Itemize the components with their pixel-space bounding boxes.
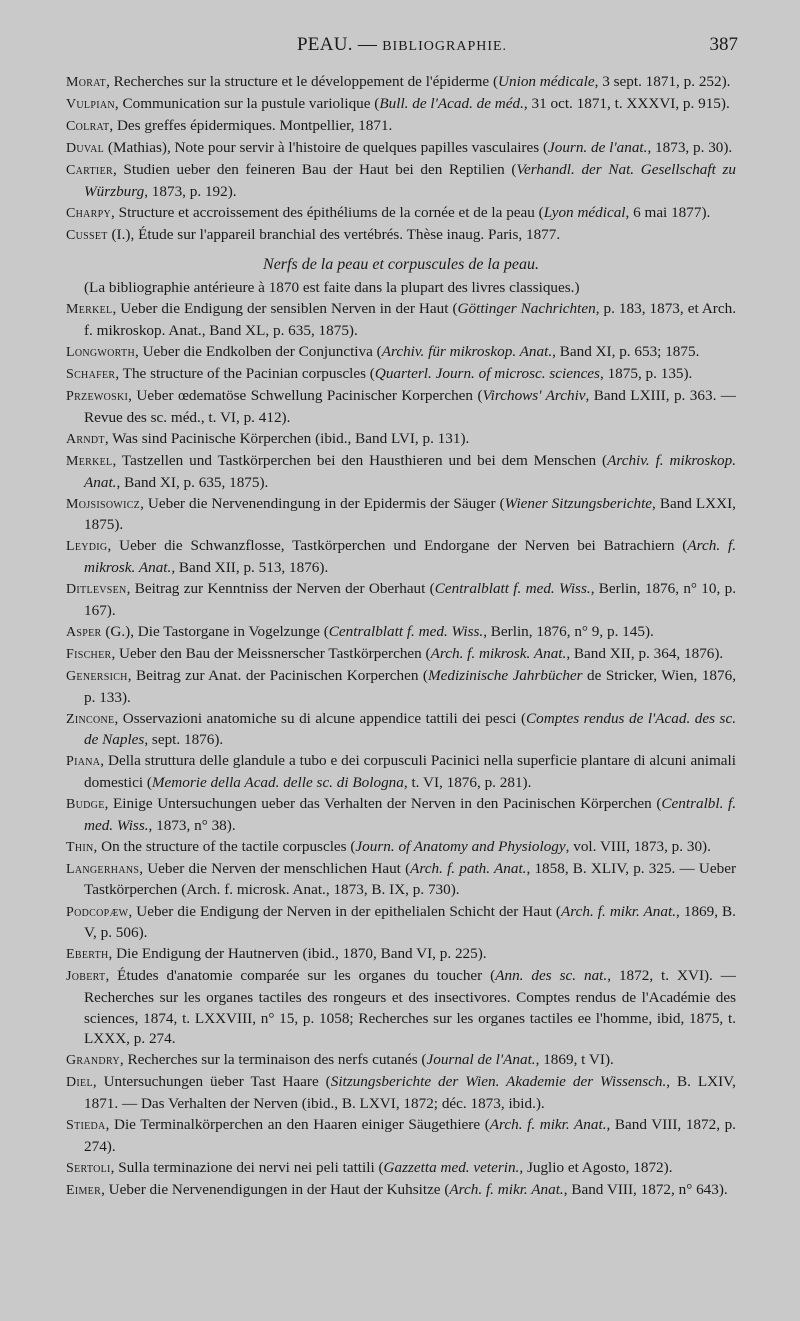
entry-author: Morat xyxy=(66,75,107,90)
entry-source: Comptes rendus de l'Acad. des sc. de Naples xyxy=(84,709,737,749)
bibliography-entry xyxy=(66,579,736,621)
header-subtitle: BIBLIOGRAPHIE. xyxy=(382,39,508,54)
entry-text: , Ueber die Endigung der sensiblen Nerven in der Haut ( xyxy=(112,300,458,318)
header-title xyxy=(64,34,740,56)
entry-author: Budge xyxy=(66,797,105,813)
entry-text: , Études d'anatomie comparée sur les organes du toucher ( xyxy=(105,967,496,985)
bibliography-entry xyxy=(66,644,736,666)
bibliography-entry xyxy=(66,494,736,536)
bibliography-entry xyxy=(66,837,736,859)
entry-text: , Ueber den Bau der Meissnerscher Tastkörperchen ( xyxy=(111,644,431,662)
bibliography-entry xyxy=(66,1072,736,1114)
entry-source: Arch. f. path. Anat. xyxy=(410,859,527,877)
section-note: (La bibliographie antérieure à 1870 est faite dans la plupart des livres classiques.) xyxy=(84,279,580,297)
bibliography-entry xyxy=(66,203,736,225)
bibliography-entry xyxy=(66,966,736,1049)
entry-source: Ann. des sc. nat. xyxy=(495,967,608,985)
entry-author: Duval xyxy=(66,141,105,157)
bibliography-entry xyxy=(66,299,736,341)
entry-tail: , t. VI, 1876, p. 281). xyxy=(403,774,532,791)
bibliography-entry xyxy=(66,536,736,578)
entry-author: Zincone xyxy=(66,711,115,727)
entry-text: (G.), Die Tastorgane in Vogelzunge ( xyxy=(101,622,329,640)
entry-source: Medizinische Jahrbücher xyxy=(427,667,583,685)
entry-source: Centralblatt f. med. Wiss. xyxy=(434,580,591,598)
entry-author: Colrat xyxy=(66,119,110,135)
entry-source: Wiener Sitzungsberichte xyxy=(504,494,653,512)
bibliography-entry xyxy=(66,94,736,116)
entry-text: , Was sind Pacinische Körperchen (ibid., Band LVI, p. 131). xyxy=(104,430,470,447)
section-title: Nerfs de la peau et corpuscules de la peau. xyxy=(263,255,539,273)
entry-source: Lyon médical xyxy=(543,204,626,222)
entry-source: Quarterl. Journ. of microsc. sciences xyxy=(374,365,600,383)
entry-author: Thin xyxy=(66,839,94,855)
entry-text: , Recherches sur la structure et le développement de l'épiderme ( xyxy=(106,73,499,90)
bibliography-entry xyxy=(66,160,736,202)
entry-tail: , 6 mai 1877). xyxy=(625,204,711,222)
entry-text: , Sulla terminazione dei nervi nei peli tattili ( xyxy=(110,1158,384,1176)
entry-author: Arndt xyxy=(66,432,105,447)
entry-source: Bull. de l'Acad. de méd. xyxy=(379,95,524,113)
entry-tail: , Band VIII, 1872, n° 643). xyxy=(563,1180,728,1198)
bibliography-entry xyxy=(66,138,736,160)
entry-text: , Ueber die Nervenendigungen in der Haut der Kuhsitze ( xyxy=(101,1180,450,1198)
entry-tail: , Band LXIII, p. 363. — Revue des sc. méd., t. VI, p. 412). xyxy=(84,387,736,426)
entry-tail: , sept. 1876). xyxy=(144,731,224,749)
entry-source: Arch. f. mikr. Anat. xyxy=(489,1116,607,1133)
entry-text: , Recherches sur la terminaison des nerfs cutanés ( xyxy=(119,1051,427,1069)
entry-author: Grandry xyxy=(66,1053,120,1069)
entry-source: Verhandl. der Nat. Gesellschaft zu Würzburg xyxy=(84,161,736,200)
entry-tail: , 1858, B. XLIV, p. 325. — Ueber Tastkörperchen (Arch. f. microsk. Anat., 1873, B. IX, p. 730). xyxy=(84,859,737,899)
entry-source: Arch. f. mikr. Anat. xyxy=(560,902,677,920)
entry-source: Arch. f. mikr. Anat. xyxy=(449,1180,564,1198)
page-number: 387 xyxy=(709,34,738,55)
entry-text: , Ueber die Nervenendingung in der Epidermis der Säuger ( xyxy=(140,494,505,512)
bibliography-entry xyxy=(66,902,736,944)
entry-author: Piana xyxy=(66,754,101,770)
entry-tail: , Band XI, p. 635, 1875). xyxy=(116,473,269,491)
running-header xyxy=(64,34,740,64)
entry-author: Merkel xyxy=(66,302,113,318)
entry-source: Journal de l'Anat. xyxy=(426,1051,536,1069)
entry-text: , Ueber die Endkolben der Conjunctiva ( xyxy=(134,343,382,361)
bibliography-entry xyxy=(66,622,736,644)
entry-tail: , 1873, n° 38). xyxy=(148,816,236,834)
entry-text: , Untersuchungen üeber Tast Haare ( xyxy=(92,1073,331,1091)
bibliography-entry xyxy=(66,1180,736,1202)
entry-text: , Tastzellen und Tastkörperchen bei den Hausthieren und bei dem Menschen ( xyxy=(112,452,608,470)
entry-author: Cusset xyxy=(66,228,108,244)
entry-author: Podcopæw xyxy=(66,904,129,920)
bibliography-entry xyxy=(66,72,736,94)
entry-text: , Einige Untersuchungen ueber das Verhalten der Nerven in den Pacinischen Körperchen ( xyxy=(104,795,662,813)
entry-source: Arch. f. mikrosk. Anat. xyxy=(430,644,567,662)
bibliography-entry xyxy=(66,944,736,966)
entry-author: Genersich xyxy=(66,669,128,685)
entry-source: Centralbl. f. med. Wiss. xyxy=(84,795,736,834)
entry-author: Leydig xyxy=(66,539,108,555)
entry-tail: , 1873, p. 30). xyxy=(647,139,733,157)
entry-author: Stieda xyxy=(66,1118,106,1133)
entry-tail: , Juglio et Agosto, 1872). xyxy=(519,1158,673,1176)
entry-text: , Della struttura delle glandule a tubo e dei corpusculi Pacinici nella superficie plantare di alcuni animali domestici ( xyxy=(84,752,736,791)
entry-text: , Studien ueber den feineren Bau der Haut bei den Reptilien ( xyxy=(112,161,517,179)
entry-author: Longworth xyxy=(66,345,135,361)
entry-text: , Die Endigung der Hautnerven (ibid., 1870, Band VI, p. 225). xyxy=(108,945,487,963)
entry-source: Archiv. f. mikroskop. Anat. xyxy=(84,452,737,491)
bibliography-entry xyxy=(66,342,736,364)
entry-tail: , Berlin, 1876, n° 9, p. 145). xyxy=(483,622,654,640)
entry-text: (I.), Étude sur l'appareil branchial des vertébrés. Thèse inaug. Paris, 1877. xyxy=(107,226,561,244)
entry-author: Ditlevsen xyxy=(66,582,127,598)
entry-source: Journ. of Anatomy and Physiology xyxy=(355,837,566,855)
entry-author: Charpy xyxy=(66,206,112,222)
entry-text: , On the structure of the tactile corpuscles ( xyxy=(93,837,356,855)
bibliography-list-nerves xyxy=(66,299,736,1201)
entry-tail: , 1873, p. 192). xyxy=(144,182,237,200)
entry-source: Archiv. für mikroskop. Anat. xyxy=(381,343,553,361)
bibliography-entry xyxy=(66,794,736,836)
entry-tail: , Band XI, p. 653; 1875. xyxy=(552,343,700,361)
entry-author: Fischer xyxy=(66,646,112,662)
entry-tail: , Band LXXI, 1875). xyxy=(84,494,736,534)
bibliography-entry xyxy=(66,859,736,901)
entry-author: Asper xyxy=(66,624,102,640)
entry-tail: , 3 sept. 1871, p. 252). xyxy=(594,73,731,90)
entry-source: Union médicale xyxy=(498,73,595,90)
entry-text: , Beitrag zur Kenntniss der Nerven der Oberhaut ( xyxy=(126,580,435,598)
entry-author: Merkel xyxy=(66,454,113,470)
entry-author: Przewoski xyxy=(66,389,129,405)
entry-source: Centralblatt f. med. Wiss. xyxy=(328,622,484,640)
bibliography-entry xyxy=(66,666,736,708)
bibliography-entry xyxy=(66,225,736,247)
entry-text: , Ueber œdematöse Schwellung Pacinischer Korperchen ( xyxy=(128,387,483,405)
entry-source: Sitzungsberichte der Wien. Akademie der Wissensch. xyxy=(330,1073,667,1091)
entry-text: , Ueber die Nerven der menschlichen Haut ( xyxy=(139,859,411,877)
bibliography-entry xyxy=(66,1115,736,1157)
entry-author: Vulpian xyxy=(66,97,115,113)
bibliography-entry xyxy=(66,364,736,386)
entry-author: Cartier xyxy=(66,163,113,179)
bibliography-entry xyxy=(66,1158,736,1180)
entry-tail: , Berlin, 1876, n° 10, p. 167). xyxy=(84,580,736,619)
entry-author: Schafer xyxy=(66,367,116,383)
entry-source: Arch. f. mikrosk. Anat. xyxy=(84,537,736,577)
entry-tail: , Band VIII, 1872, p. 274). xyxy=(84,1116,736,1155)
bibliography-entry xyxy=(66,1050,736,1072)
entry-source: Gazzetta med. veterin. xyxy=(383,1158,520,1176)
entry-text: , Ueber die Endigung der Nerven in der epithelialen Schicht der Haut ( xyxy=(128,902,561,920)
entry-author: Sertoli xyxy=(66,1160,111,1176)
entry-source: Memorie della Acad. delle sc. di Bologna xyxy=(151,774,404,791)
entry-author: Eberth xyxy=(66,947,109,963)
entry-tail: de Stricker, Wien, 1876, p. 133). xyxy=(84,667,736,706)
entry-tail: , 1875, p. 135). xyxy=(599,365,693,383)
entry-source: Virchows' Archiv xyxy=(482,387,586,405)
entry-tail: , p. 183, 1873, et Arch. f. mikroskop. Anat., Band XL, p. 635, 1875). xyxy=(84,300,736,340)
entry-tail: , 1872, t. XVI). — Recherches sur les organes tactiles des rongeurs et des insectivores. Comptes rendus de l'Académie des sciences, 1874, t. LXXVIII, n° 15, p. 1058; Recherches sur les organes tactiles ee l'homme, ibid, 1875, t. LXXX, p. 274. xyxy=(84,967,736,1048)
entry-text: , Beitrag zur Anat. der Pacinischen Korperchen ( xyxy=(127,667,428,685)
bibliography-entry xyxy=(66,429,736,451)
entry-author: Langerhans xyxy=(66,861,140,877)
entry-text: (Mathias), Note pour servir à l'histoire de quelques papilles vasculaires ( xyxy=(104,139,548,157)
entry-text: , Structure et accroissement des épithéliums de la cornée et de la peau ( xyxy=(111,204,544,222)
entry-text: , Communication sur la pustule variolique ( xyxy=(114,95,380,113)
entry-tail: , Band XII, p. 513, 1876). xyxy=(171,559,329,577)
entry-author: Diel xyxy=(66,1075,93,1091)
entry-text: , Die Terminalkörperchen an den Haaren einiger Säugethiere ( xyxy=(105,1116,490,1133)
entry-author: Mojsisowicz xyxy=(66,496,141,512)
entry-tail: , vol. VIII, 1873, p. 30). xyxy=(565,837,711,855)
bibliography-entry xyxy=(66,386,736,428)
entry-text: , Ueber die Schwanzflosse, Tastkörperchen und Endorgane der Nerven bei Batrachiern ( xyxy=(107,537,688,555)
entry-text: , The structure of the Pacinian corpuscles ( xyxy=(115,365,375,383)
entry-source: Journ. de l'anat. xyxy=(548,139,648,157)
bibliography-entry xyxy=(66,116,736,138)
entry-tail: , B. LXIV, 1871. — Das Verhalten der Nerven (ibid., B. LXVI, 1872; déc. 1873, ibid.). xyxy=(84,1073,736,1112)
entry-tail: , Band XII, p. 364, 1876). xyxy=(566,644,724,662)
bibliography-entry xyxy=(66,709,736,751)
bibliography-list-skin xyxy=(66,72,736,247)
entry-text: , Des greffes épidermiques. Montpellier, 1871. xyxy=(109,117,393,135)
header-title-text: PEAU. — xyxy=(296,34,378,55)
entry-tail: , 31 oct. 1871, t. XXXVI, p. 915). xyxy=(523,95,730,113)
bibliography-entry xyxy=(66,751,736,793)
entry-tail: , 1869, B. V, p. 506). xyxy=(84,902,736,942)
entry-author: Eimer xyxy=(66,1182,102,1198)
entry-author: Jobert xyxy=(66,969,106,985)
entry-tail: , 1869, t VI). xyxy=(535,1051,614,1069)
bibliography-body xyxy=(66,72,736,1202)
entry-text: , Osservazioni anatomiche su di alcune appendice tattili dei pesci ( xyxy=(114,709,527,727)
entry-source: Göttinger Nachrichten xyxy=(457,300,596,318)
bibliography-entry xyxy=(66,451,736,493)
